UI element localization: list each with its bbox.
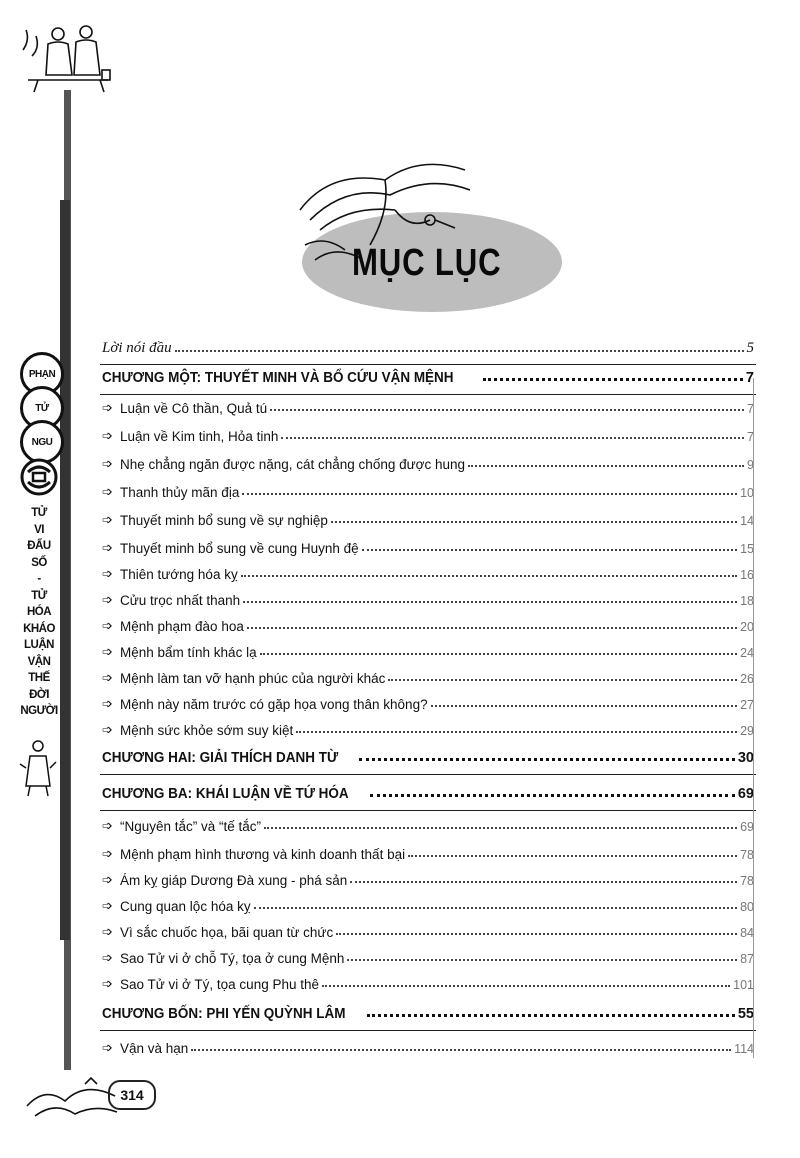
arrow-bullet-icon: ➩ — [102, 456, 113, 471]
side-title-word: KHÁO — [23, 622, 55, 635]
toc-page-number: 20 — [740, 620, 754, 634]
side-title-word: SỐ — [31, 556, 47, 569]
toc-entry-label — [120, 457, 465, 472]
toc-entry-text: Luận về Cô thần, Quả tú — [120, 401, 268, 416]
toc-entry-text: Vì sắc chuốc họa, bãi quan từ chức — [120, 925, 334, 940]
arrow-bullet-icon: ➩ — [102, 644, 113, 659]
toc-item-row — [102, 924, 754, 940]
toc-entry-label — [102, 750, 338, 766]
toc-entry-label — [102, 370, 454, 386]
dot-leader — [296, 731, 737, 733]
toc-entry-text: Mệnh phạm hình thương và kinh doanh thất bại — [120, 847, 406, 862]
dot-leader — [362, 549, 737, 551]
toc-entry-label — [120, 671, 385, 686]
side-circle-3: NGU — [20, 420, 64, 464]
toc-entry-label — [120, 1041, 188, 1056]
toc-entry-text: CHƯƠNG MỘT: THUYẾT MINH VÀ BỔ CỨU VẬN MỆNH — [102, 370, 454, 386]
toc-entry-text: Thanh thủy mãn địa — [120, 485, 240, 500]
toc-entry-label — [120, 977, 319, 992]
toc-entry-label — [120, 593, 240, 608]
toc-page-number: 7 — [747, 402, 754, 416]
dot-leader — [336, 933, 737, 935]
side-title-word: ĐẨU — [27, 540, 51, 552]
toc-entry-text: Thuyết minh bổ sung về cung Huynh đệ — [120, 541, 359, 556]
dot-leader — [242, 493, 737, 495]
toc-chapter-row — [102, 370, 754, 386]
toc-entry-label — [120, 567, 238, 582]
toc-page-number: 29 — [740, 724, 754, 738]
page-title: MỤC LỤC — [352, 242, 502, 284]
dot-leader — [359, 758, 735, 761]
dot-leader — [370, 794, 735, 797]
toc-page-number: 10 — [740, 486, 754, 500]
toc-item-row — [102, 540, 754, 556]
arrow-bullet-icon: ➩ — [102, 400, 113, 415]
toc-entry-label — [120, 723, 293, 738]
arrow-bullet-icon: ➩ — [102, 1040, 113, 1055]
dot-leader — [270, 409, 744, 411]
toc-item-row — [102, 696, 754, 712]
toc-page-number: 55 — [737, 1006, 754, 1022]
arrow-bullet-icon: ➩ — [102, 670, 113, 685]
dot-leader — [322, 985, 730, 987]
dot-leader — [175, 350, 744, 352]
toc-page-number: 14 — [740, 514, 754, 528]
toc-page-number: 78 — [740, 874, 754, 888]
arrow-bullet-icon: ➩ — [102, 898, 113, 913]
toc-item-row — [102, 722, 754, 738]
toc-page-number: 7 — [747, 430, 754, 444]
arrow-bullet-icon: ➩ — [102, 540, 113, 555]
toc-entry-text: Sao Tử vi ở Tý, tọa cung Phu thê — [120, 977, 319, 992]
toc-entry-label — [120, 925, 333, 940]
dot-leader — [468, 465, 744, 467]
arrow-bullet-icon: ➩ — [102, 592, 113, 607]
page-number: 314 — [108, 1080, 156, 1110]
side-circle-1: PHẠN — [20, 352, 64, 396]
toc-item-row — [102, 400, 754, 416]
toc-page-number: 84 — [740, 926, 754, 940]
toc-entry-label — [120, 541, 359, 556]
dot-leader — [247, 627, 737, 629]
side-title-word: HÓA — [26, 606, 52, 618]
dot-leader — [281, 437, 744, 439]
toc-item-row — [102, 428, 754, 444]
right-vertical-rule — [753, 378, 754, 1058]
toc-entry-label — [120, 619, 244, 634]
dot-leader — [350, 881, 737, 883]
toc-entry-label — [120, 401, 267, 416]
arrow-bullet-icon: ➩ — [102, 950, 113, 965]
arrow-bullet-icon: ➩ — [102, 924, 113, 939]
toc-entry-text: Lời nói đầu — [102, 340, 172, 356]
toc-entry-text: Mệnh làm tan vỡ hạnh phúc của người khác — [120, 671, 386, 686]
toc-entry-text: Cung quan lộc hóa kỵ — [120, 899, 251, 914]
toc-page-number: 26 — [740, 672, 754, 686]
row-rule — [100, 774, 756, 775]
toc-item-row — [102, 592, 754, 608]
toc-entry-label — [120, 819, 261, 834]
dot-leader — [388, 679, 737, 681]
dot-leader — [367, 1014, 735, 1017]
toc-item-row — [102, 484, 754, 500]
toc-item-row — [102, 670, 754, 686]
toc-page-number: 7 — [745, 370, 754, 386]
dot-leader — [260, 653, 738, 655]
toc-entry-text: CHƯƠNG HAI: GIẢI THÍCH DANH TỪ — [102, 750, 339, 766]
toc-item-row — [102, 566, 754, 582]
toc-page-number: 5 — [746, 340, 754, 356]
toc-page-number: 80 — [740, 900, 754, 914]
row-rule — [100, 810, 756, 811]
toc-item-row — [102, 818, 754, 834]
toc-page-number: 87 — [740, 952, 754, 966]
row-rule — [100, 364, 756, 365]
toc-item-row — [102, 950, 754, 966]
dot-leader — [254, 907, 738, 909]
toc-item-row — [102, 872, 754, 888]
toc-page-number: 15 — [740, 542, 754, 556]
toc-page-number: 30 — [737, 750, 754, 766]
toc-entry-label — [120, 645, 257, 660]
toc-entry-label — [120, 513, 328, 528]
dot-leader — [408, 855, 737, 857]
toc-entry-text: Mệnh phạm đào hoa — [120, 619, 244, 634]
toc-page-number: 69 — [737, 786, 754, 802]
toc-item-row — [102, 618, 754, 634]
toc-entry-label — [120, 697, 428, 712]
arrow-bullet-icon: ➩ — [102, 512, 113, 527]
side-title-word: NGƯỜI — [20, 705, 58, 717]
arrow-bullet-icon: ➩ — [102, 428, 113, 443]
toc-page-number: 27 — [740, 698, 754, 712]
arrow-bullet-icon: ➩ — [102, 566, 113, 581]
toc-entry-text: “Nguyên tắc” và “tế tắc” — [120, 819, 262, 834]
toc-chapter-row — [102, 1006, 754, 1022]
toc-entry-text: Sao Tử vi ở chỗ Tý, tọa ở cung Mệnh — [120, 951, 345, 966]
toc-entry-text: Vận và hạn — [120, 1041, 189, 1056]
toc-item-row — [102, 1040, 754, 1056]
arrow-bullet-icon: ➩ — [102, 696, 113, 711]
arrow-bullet-icon: ➩ — [102, 618, 113, 633]
arrow-bullet-icon: ➩ — [102, 976, 113, 991]
dot-leader — [431, 705, 738, 707]
toc-entry-label — [102, 786, 349, 802]
toc-entry-label — [120, 951, 344, 966]
side-book-title — [14, 505, 64, 720]
toc-entry-text: Mệnh này năm trước có gặp họa vong thân không? — [120, 697, 428, 712]
side-title-word: LUẬN — [24, 639, 54, 651]
row-rule — [100, 1030, 756, 1031]
dot-leader — [191, 1049, 731, 1051]
toc-entry-text: Nhẹ chẳng ngăn được nặng, cát chẳng chống được hung — [120, 457, 466, 472]
toc-item-row — [102, 512, 754, 528]
side-title-word: ĐỜI — [29, 688, 49, 701]
toc-entry-text: Mệnh sức khỏe sớm suy kiệt — [120, 723, 294, 738]
dot-leader — [331, 521, 737, 523]
toc-page-number: 24 — [740, 646, 754, 660]
toc-entry-text: Thuyết minh bổ sung về sự nghiệp — [120, 513, 328, 528]
toc-page-number: 101 — [733, 978, 754, 992]
ornament-emblem-icon — [20, 458, 58, 496]
toc-entry-label — [102, 340, 172, 357]
toc-page-number: 9 — [747, 458, 754, 472]
dot-leader — [264, 827, 737, 829]
toc-item-row — [102, 456, 754, 472]
arrow-bullet-icon: ➩ — [102, 722, 113, 737]
toc-chapter-row — [102, 786, 754, 802]
side-title-word: THẾ — [28, 672, 50, 684]
toc-page-number: 18 — [740, 594, 754, 608]
toc-entry-label — [120, 873, 347, 888]
side-title-word: VẬN — [27, 655, 51, 668]
dot-leader — [241, 575, 737, 577]
side-circle-2: TỬ — [20, 386, 64, 430]
figure-illustration — [18, 738, 58, 798]
dot-leader — [243, 601, 737, 603]
toc-page-number: 114 — [734, 1042, 754, 1056]
toc-entry-text: CHƯƠNG BỐN: PHI YẾN QUỲNH LÂM — [102, 1006, 346, 1022]
toc-item-row — [102, 846, 754, 862]
toc-chapter-row — [102, 750, 754, 766]
toc-entry-label — [120, 899, 251, 914]
arrow-bullet-icon: ➩ — [102, 872, 113, 887]
dot-leader — [483, 378, 743, 381]
scholars-illustration — [18, 20, 113, 95]
toc-page-number: 78 — [740, 848, 754, 862]
toc-entry-text: Mệnh bẩm tính khác lạ — [120, 645, 257, 660]
toc-entry-text: Luận về Kim tinh, Hỏa tinh — [120, 429, 279, 444]
side-title-word: VI — [34, 523, 44, 536]
side-title-word: - — [37, 573, 41, 585]
toc-item-row — [102, 644, 754, 660]
arrow-bullet-icon: ➩ — [102, 818, 113, 833]
toc-intro-row — [102, 340, 754, 357]
toc-entry-text: CHƯƠNG BA: KHÁI LUẬN VỀ TỨ HÓA — [102, 786, 349, 802]
toc-entry-label — [120, 847, 405, 862]
toc-entry-text: Cửu trọc nhất thanh — [120, 593, 241, 608]
toc-entry-label — [102, 1006, 345, 1022]
toc-entry-label — [120, 429, 278, 444]
side-title-word: TỬ — [31, 589, 47, 602]
toc-item-row — [102, 976, 754, 992]
arrow-bullet-icon: ➩ — [102, 484, 113, 499]
landscape-illustration — [25, 1076, 120, 1121]
toc-entry-text: Ám kỵ giáp Dương Đà xung - phá sản — [120, 873, 348, 888]
row-rule — [100, 394, 756, 395]
arrow-bullet-icon: ➩ — [102, 846, 113, 861]
side-title-word: TỬ — [31, 507, 47, 519]
toc-page-number: 16 — [740, 568, 754, 582]
toc-page-number: 69 — [740, 820, 754, 834]
toc-entry-text: Thiên tướng hóa kỵ — [120, 567, 238, 582]
toc-entry-label — [120, 485, 239, 500]
dot-leader — [347, 959, 737, 961]
toc-item-row — [102, 898, 754, 914]
